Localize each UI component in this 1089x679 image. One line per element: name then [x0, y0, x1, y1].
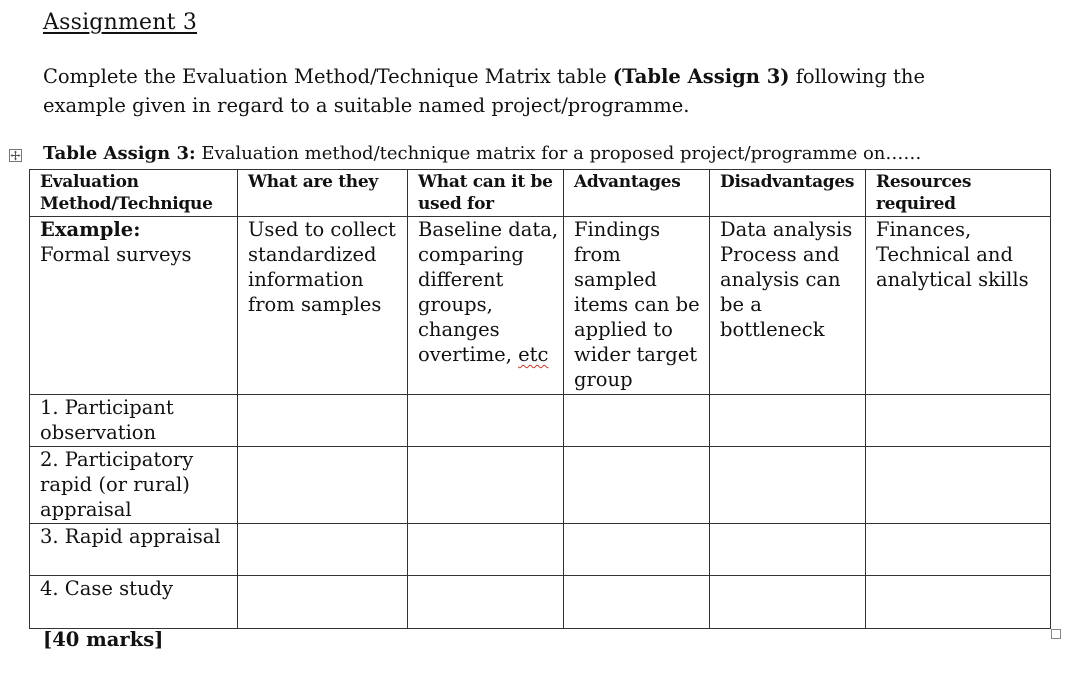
table-resize-handle[interactable] [1051, 629, 1061, 639]
example-method: Formal surveys [40, 243, 192, 266]
example-label: Example: [40, 218, 141, 241]
table-row [30, 395, 1051, 447]
header-cell: What are they [238, 170, 408, 217]
table-move-handle-icon[interactable] [9, 149, 22, 162]
empty-cell[interactable] [238, 395, 408, 447]
header-cell: What can it be used for [408, 170, 564, 217]
example-use-for-text: Baseline data, comparing different groups, changes overtime, [418, 218, 559, 366]
example-what-cell[interactable]: Used to collect standardized information from samples [238, 217, 408, 395]
example-resources-cell[interactable]: Finances, Technical and analytical skills [866, 217, 1051, 395]
empty-cell[interactable] [564, 576, 710, 629]
empty-cell[interactable] [408, 395, 564, 447]
header-cell: Disadvantages [710, 170, 866, 217]
empty-cell[interactable] [408, 524, 564, 576]
spellcheck-underline-word: etc [518, 343, 549, 366]
table-caption-label: Table Assign 3: [43, 143, 196, 164]
marks-label: [40 marks] [43, 628, 164, 651]
empty-cell[interactable] [710, 447, 866, 524]
header-cell: Resources required [866, 170, 1051, 217]
table-row [30, 447, 1051, 524]
example-advantages-cell[interactable]: Findings from sampled items can be applied to wider target group [564, 217, 710, 395]
method-cell[interactable]: 3. Rapid appraisal [30, 524, 238, 576]
empty-cell[interactable] [710, 576, 866, 629]
header-cell: Evaluation Method/Technique [30, 170, 238, 217]
instructions-table-ref: (Table Assign 3) [612, 65, 790, 88]
empty-cell[interactable] [564, 524, 710, 576]
table-caption [43, 143, 921, 164]
example-method-cell[interactable] [30, 217, 238, 395]
table-row [30, 524, 1051, 576]
empty-cell[interactable] [408, 576, 564, 629]
example-row [30, 217, 1051, 395]
method-cell[interactable]: 1. Participant observation [30, 395, 238, 447]
table-row [30, 576, 1051, 629]
empty-cell[interactable] [408, 447, 564, 524]
empty-cell[interactable] [710, 524, 866, 576]
table-caption-text: Evaluation method/technique matrix for a proposed project/programme on…… [195, 143, 922, 164]
empty-cell[interactable] [866, 524, 1051, 576]
empty-cell[interactable] [238, 524, 408, 576]
empty-cell[interactable] [866, 576, 1051, 629]
empty-cell[interactable] [238, 447, 408, 524]
empty-cell[interactable] [564, 395, 710, 447]
instructions-paragraph [43, 62, 943, 120]
empty-cell[interactable] [238, 576, 408, 629]
empty-cell[interactable] [710, 395, 866, 447]
table-header-row [30, 170, 1051, 217]
empty-cell[interactable] [564, 447, 710, 524]
example-disadvantages-cell[interactable]: Data analysis Process and analysis can be a bottleneck [710, 217, 866, 395]
assignment-heading: Assignment 3 [43, 10, 198, 35]
method-cell[interactable]: 4. Case study [30, 576, 238, 629]
empty-cell[interactable] [866, 395, 1051, 447]
method-cell[interactable]: 2. Participatory rapid (or rural) appraisal [30, 447, 238, 524]
instructions-text-after: following the example given in regard to a suitable named project/programme. [43, 65, 925, 117]
example-use-for-cell[interactable] [408, 217, 564, 395]
header-cell: Advantages [564, 170, 710, 217]
instructions-text-before: Complete the Evaluation Method/Technique Matrix table [43, 65, 613, 88]
empty-cell[interactable] [866, 447, 1051, 524]
evaluation-matrix-table [29, 169, 1051, 629]
